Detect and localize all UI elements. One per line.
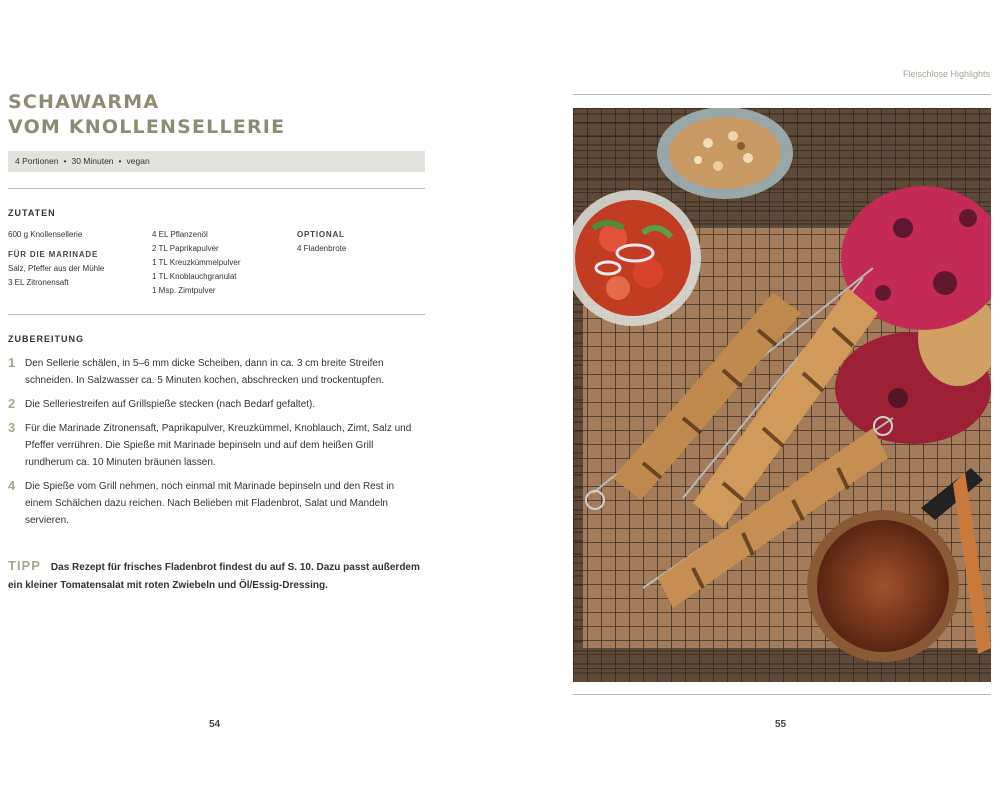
portions-label: 4 Portionen (15, 156, 59, 166)
tip-text: Das Rezept für frisches Fladenbrot findest du auf S. 10. Dazu passt außerdem ein kleiner Tomatensalat mit roten Zwiebeln und Öl/Essig-Dressing. (8, 562, 420, 591)
ingredient-item: 1 TL Kreuzkümmelpulver (152, 258, 241, 267)
recipe-title (8, 90, 285, 140)
ingredient-item: 4 EL Pflanzenöl (152, 230, 208, 239)
ingredient-item: 2 TL Paprikapulver (152, 244, 219, 253)
step-text: Für die Marinade Zitronensaft, Paprikapulver, Kreuzkümmel, Knoblauch, Zimt, Salz und Pfeffer verrühren. Die Spieße mit Marinade bepinseln und auf dem heißen Grill rundherum ca. 10 Minuten bräunen lassen. (25, 423, 412, 468)
recipe-title-line1: SCHAWARMA (8, 91, 160, 113)
page-number-left: 54 (209, 719, 221, 730)
step-text: Den Sellerie schälen, in 5–6 mm dicke Scheiben, dann in ca. 3 cm breite Streifen schneiden. In Salzwasser ca. 5 Minuten kochen, abschrecken und trockentupfen. (25, 358, 385, 386)
ingredients-column-3 (297, 228, 346, 256)
meta-separator: • (118, 156, 122, 166)
page-number-right: 55 (775, 719, 787, 730)
divider (573, 94, 991, 95)
time-label: 30 Minuten (71, 156, 114, 166)
ingredients-column-1 (8, 228, 104, 290)
ingredient-item: 1 TL Knoblauchgranulat (152, 272, 237, 281)
recipe-meta-bar (8, 151, 425, 172)
ingredient-item: 1 Msp. Zimtpulver (152, 286, 216, 295)
step-number: 1 (8, 355, 16, 370)
ingredients-column-2 (152, 228, 240, 298)
step-item (8, 396, 418, 413)
step-number: 2 (8, 396, 16, 411)
meta-separator: • (63, 156, 67, 166)
ingredient-item: Salz, Pfeffer aus der Mühle (8, 264, 105, 273)
ingredients-heading: ZUTATEN (8, 208, 56, 218)
right-page (500, 0, 1000, 800)
divider (8, 314, 425, 315)
step-item (8, 355, 418, 389)
step-number: 4 (8, 478, 16, 493)
divider (8, 188, 425, 189)
marinade-heading: FÜR DIE MARINADE (8, 250, 99, 259)
step-number: 3 (8, 420, 16, 435)
ingredient-item: 3 EL Zitronensaft (8, 278, 69, 287)
section-header: Fleischlose Highlights (902, 69, 990, 79)
divider (573, 694, 991, 695)
step-item (8, 478, 418, 529)
ingredient-item: 600 g Knollensellerie (8, 230, 83, 239)
ingredient-item: 4 Fladenbrote (297, 244, 347, 253)
tip-box (8, 557, 428, 595)
preparation-steps (8, 355, 418, 536)
diet-label: vegan (126, 156, 150, 166)
step-item (8, 420, 418, 471)
step-text: Die Spieße vom Grill nehmen, noch einmal mit Marinade bepinseln und den Rest in einem Schälchen dazu reichen. Nach Belieben mit Fladenbrot, Salat und Mandeln servieren. (25, 481, 395, 526)
almond-bowl (657, 108, 793, 199)
recipe-photo (573, 108, 991, 682)
preparation-heading: ZUBEREITUNG (8, 334, 84, 344)
tip-label: TIPP (8, 558, 41, 573)
recipe-title-line2: VOM KNOLLENSELLERIE (8, 116, 286, 138)
optional-heading: OPTIONAL (297, 230, 345, 239)
step-text: Die Selleriestreifen auf Grillspieße stecken (nach Bedarf gefaltet). (25, 399, 316, 410)
